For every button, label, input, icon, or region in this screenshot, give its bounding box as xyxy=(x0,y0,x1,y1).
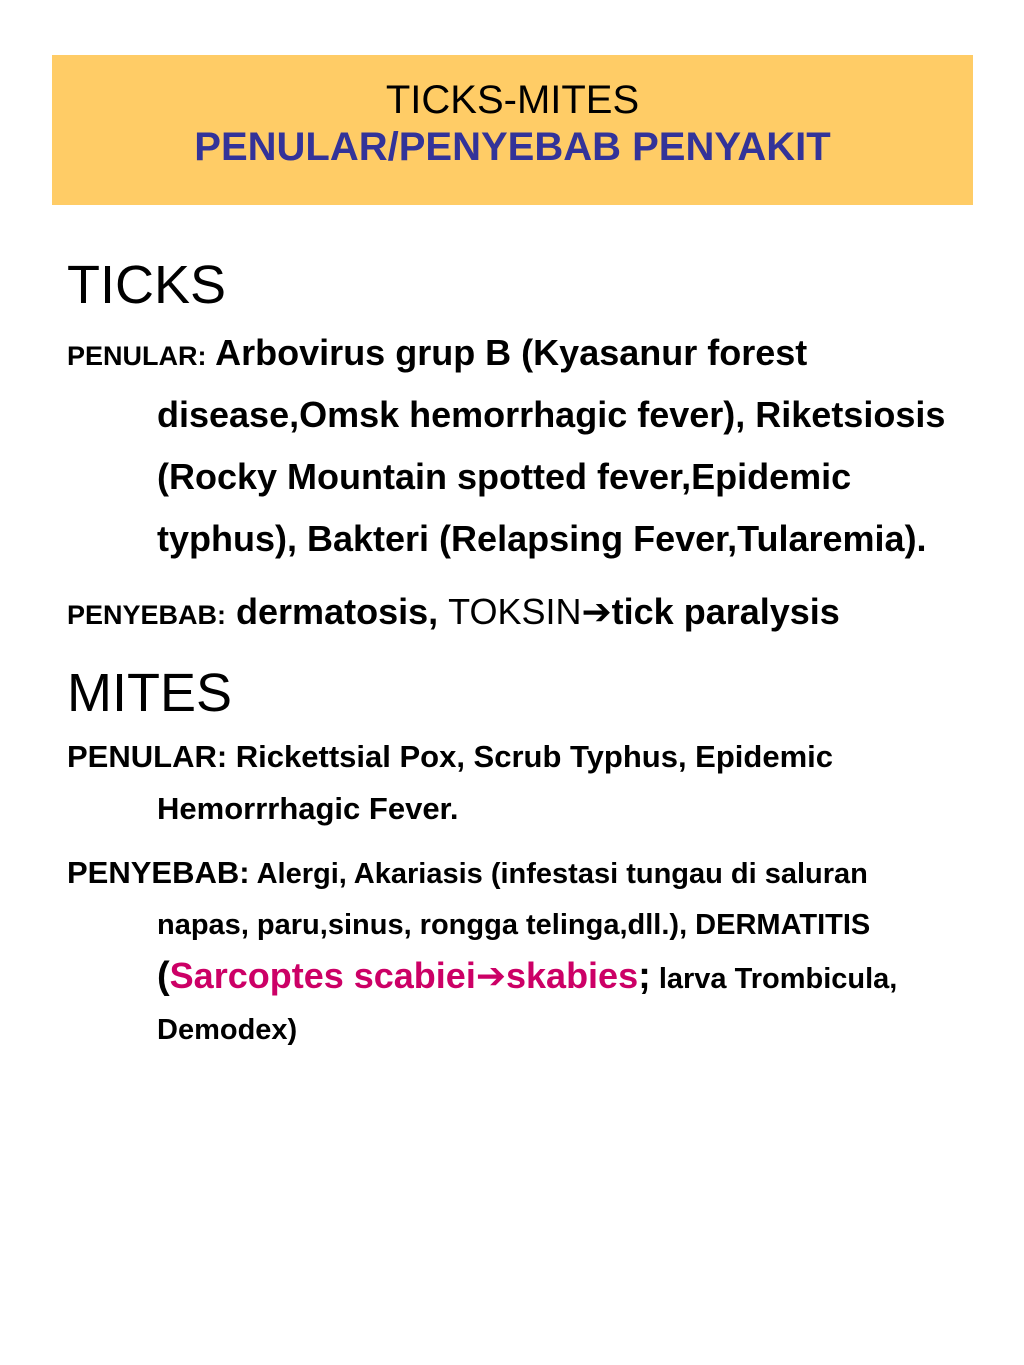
mites-paren-open: ( xyxy=(157,955,170,997)
arrow-icon: ➔ xyxy=(475,955,506,996)
ticks-heading: TICKS xyxy=(67,255,227,315)
ticks-penyebab-paragraph xyxy=(67,586,967,646)
ticks-toksin-text: TOKSIN xyxy=(448,591,582,632)
arrow-icon: ➔ xyxy=(581,591,612,632)
mites-penyebab-paragraph xyxy=(67,850,967,1058)
title-line-1: TICKS-MITES xyxy=(385,78,640,122)
ticks-penyebab-text-c: tick paralysis xyxy=(611,591,840,632)
mites-skabies-text: skabies xyxy=(506,955,639,996)
mites-semicolon: ; xyxy=(638,955,651,997)
mites-penyebab-text-a: Alergi, Akariasis (infestasi tungau di saluran napas, paru,sinus, rongga telinga,dll.), DERMATITIS xyxy=(157,858,871,941)
title-banner xyxy=(52,55,973,205)
mites-penular-text: Rickettsial Pox, Scrub Typhus, Epidemic Hemorrrhagic Fever. xyxy=(157,739,833,826)
ticks-penular-text: Arbovirus grup B (Kyasanur forest disease,Omsk hemorrhagic fever), Riketsiosis (Rocky Mountain spotted fever,Epidemic typhus), Bakteri (Relapsing Fever,Tularemia). xyxy=(157,332,946,559)
ticks-penular-label: PENULAR: xyxy=(67,341,207,371)
mites-penular-paragraph xyxy=(67,734,967,838)
title-line-2: PENULAR/PENYEBAB PENYAKIT xyxy=(194,125,831,169)
slide-content xyxy=(67,250,967,1070)
mites-sarcoptes-text: Sarcoptes scabiei xyxy=(169,955,476,996)
ticks-penyebab-text-a: dermatosis, xyxy=(226,591,449,632)
ticks-penular-paragraph xyxy=(67,326,967,574)
mites-heading: MITES xyxy=(67,663,233,723)
mites-penyebab-label: PENYEBAB: xyxy=(67,855,250,890)
mites-penular-label: PENULAR: xyxy=(67,739,228,774)
mites-penyebab-text-b: larva Trombicula, Demodex) xyxy=(157,963,898,1046)
ticks-penyebab-label: PENYEBAB: xyxy=(67,600,227,630)
